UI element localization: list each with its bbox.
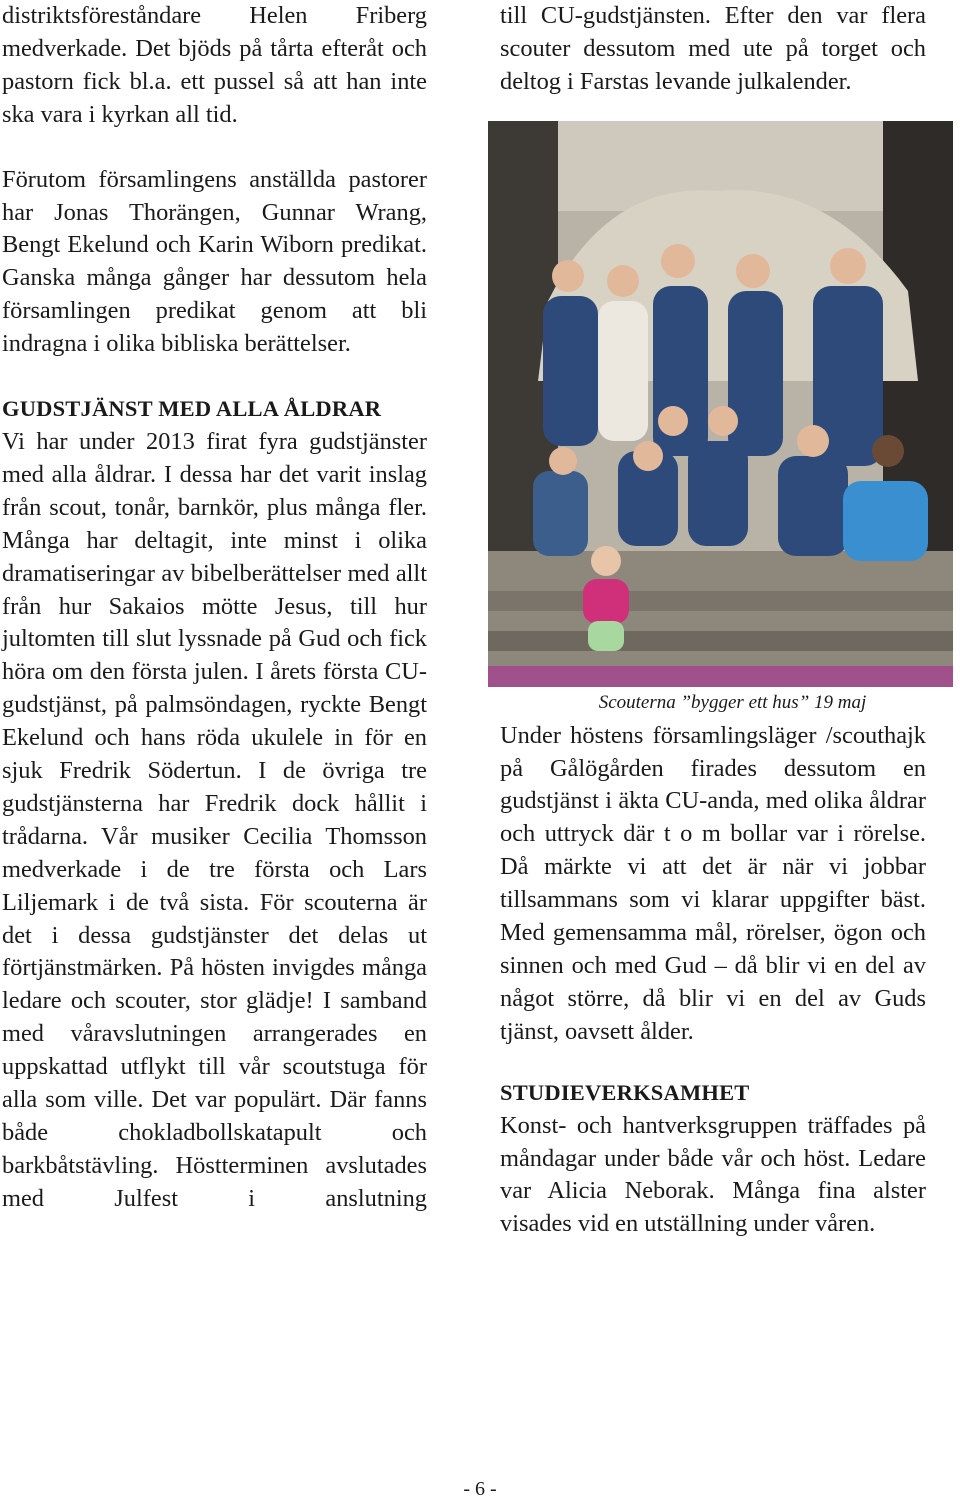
paragraph-all-ages-service: Vi har under 2013 firat fyra gudstjänster med alla åldrar. I dessa har det varit inslag från scout, tonår, barnkör, plus många fler. Många har deltagit, inte minst i olika dramatiseringar av bibelberättelser med allt från hur Sakaios mötte Jesus, till hur jultomten till slut lyssnade på Gud och fick höra om den första julen. I årets första CU-gudstjänst, på palmsöndagen, ryckte Bengt Ekelund och hans röda ukulele in för en sjuk Fredrik Södertun. I de övriga tre gudstjänsterna har Fredrik dock hållit i trådarna. Vår musiker Cecilia Thomsson medverkade i de tre första och Lars Liljemark i de två sista. För scouterna är det i dessa gudstjänster det delas ut förtjänstmärken. På hösten invigdes många ledare och scouter, stor glädje! I samband med våravslutningen arrangerades en uppskattad utflykt till vår scoutstuga för alla som ville. Det var populärt. Där fanns både chokladbollskatapult och barkbåtstävling. Höstterminen avslutades med Julfest i anslutning — [2, 427, 427, 1212]
photo-caption: Scouterna ”bygger ett hus” 19 maj — [598, 691, 867, 713]
scouts-photo — [488, 121, 953, 687]
page-number: - 6 - — [463, 1478, 497, 1500]
heading-study-activities: STUDIEVERKSAMHET — [500, 1079, 750, 1105]
paragraph-camp: Under höstens församlingsläger /scouthajk på Gålögården firades dessutom en gudstjänst i äkta CU-anda, med olika åldrar och uttryck där t o m bollar var i rörelse. Då märkte vi att det är när vi jobbar tillsammans som vi klarar uppgifter bäst. Med gemensamma mål, rörelser, ögon och sinnen och med Gud – då blir vi en del av något större, då blir vi en del av Guds tjänst, oavsett ålder. — [500, 721, 926, 1045]
paragraph-preachers: Förutom församlingens anställda pastorer har Jonas Thorängen, Gunnar Wrang, Bengt Ekelund och Karin Wiborn predikat. Ganska många gånger har dessutom hela församlingen predikat genom att bli indragna i olika bibliska berättelser. — [2, 165, 427, 358]
left-column — [2, 0, 427, 1216]
heading-all-ages-service: GUDSTJÄNST MED ALLA ÅLDRAR — [2, 396, 382, 422]
scouts-photo-illustration — [488, 121, 953, 687]
paragraph-cu-service: till CU-gudstjänsten. Efter den var flera scouter dessutom med ute på torget och deltog i Farstas levande julkalender. — [500, 2, 926, 95]
right-column — [500, 0, 926, 1241]
paragraph-cake: distriktsföreståndare Helen Friberg medverkade. Det bjöds på tårta efteråt och pastorn fick bl.a. ett pussel så att han inte ska vara i kyrkan all tid. — [2, 2, 427, 128]
paragraph-study-activities: Konst- och hantverksgruppen träffades på måndagar under både vår och höst. Ledare var Alicia Neborak. Många fina alster visades vid en utställning under våren. — [500, 1111, 926, 1238]
